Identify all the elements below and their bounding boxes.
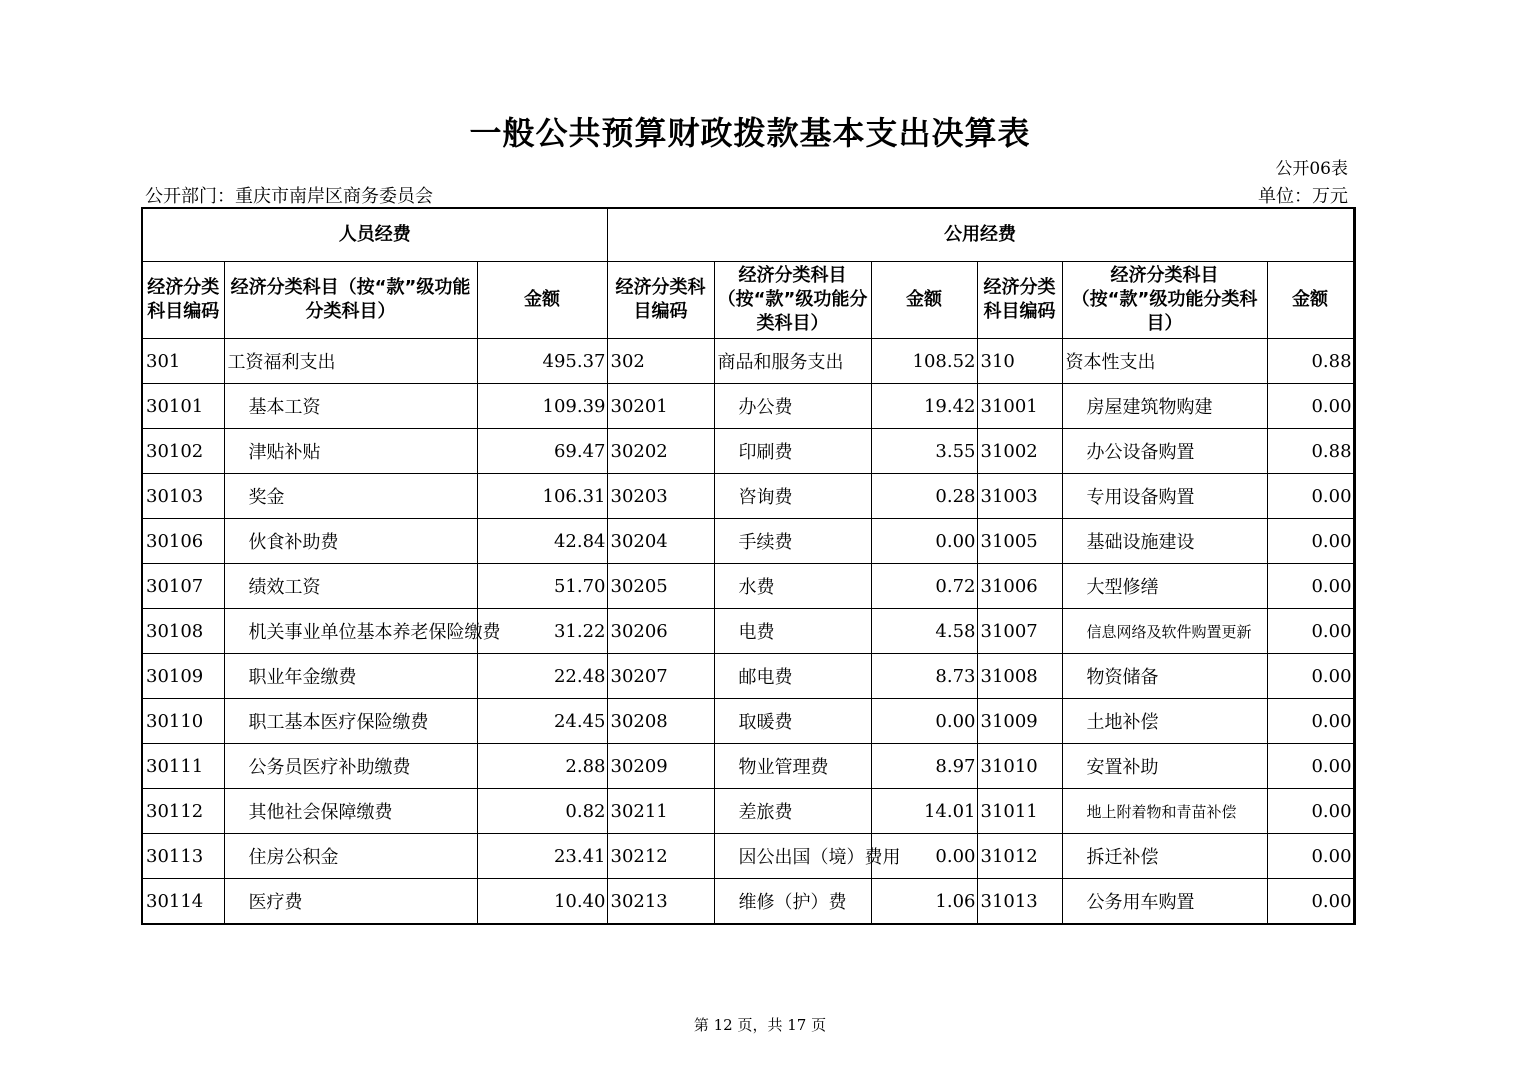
code-cell: 31008: [977, 654, 1062, 699]
name-cell: 基本工资: [224, 384, 477, 429]
code-cell: 30111: [142, 744, 224, 789]
name-cell: 办公设备购置: [1062, 429, 1267, 474]
name-cell: 医疗费: [224, 879, 477, 925]
amount-cell: 69.47: [477, 429, 607, 474]
code-cell: 31011: [977, 789, 1062, 834]
table-row: [142, 429, 1354, 474]
code-cell: 310: [977, 339, 1062, 384]
name-cell: 其他社会保障缴费: [224, 789, 477, 834]
name-cell: 差旅费: [714, 789, 871, 834]
header-code-goods: 经济分类科目编码: [607, 262, 714, 339]
code-cell: 30109: [142, 654, 224, 699]
code-cell: 302: [607, 339, 714, 384]
code-cell: 30211: [607, 789, 714, 834]
name-cell: 安置补助: [1062, 744, 1267, 789]
name-cell: 大型修缮: [1062, 564, 1267, 609]
code-cell: 31010: [977, 744, 1062, 789]
header-name-capital: 经济分类科目（按“款”级功能分类科目）: [1062, 262, 1267, 339]
amount-cell: 0.88: [1267, 339, 1354, 384]
section-personnel: 人员经费: [142, 208, 607, 262]
name-cell: 水费: [714, 564, 871, 609]
amount-cell: 106.31: [477, 474, 607, 519]
name-cell: 维修（护）费: [714, 879, 871, 925]
code-cell: 31001: [977, 384, 1062, 429]
name-cell: 住房公积金: [224, 834, 477, 879]
table-row: [142, 339, 1354, 384]
header-code-capital: 经济分类科目编码: [977, 262, 1062, 339]
name-cell: 咨询费: [714, 474, 871, 519]
code-cell: 31009: [977, 699, 1062, 744]
name-cell: 机关事业单位基本养老保险缴费: [224, 609, 477, 654]
table-row: [142, 474, 1354, 519]
table-row: [142, 879, 1354, 925]
name-cell: 职工基本医疗保险缴费: [224, 699, 477, 744]
code-cell: 30203: [607, 474, 714, 519]
amount-cell: 1.06: [871, 879, 977, 925]
code-cell: 31003: [977, 474, 1062, 519]
code-cell: 30201: [607, 384, 714, 429]
name-cell: 绩效工资: [224, 564, 477, 609]
name-cell: 手续费: [714, 519, 871, 564]
code-cell: 30209: [607, 744, 714, 789]
name-cell: 印刷费: [714, 429, 871, 474]
table-row: [142, 384, 1354, 429]
amount-cell: 42.84: [477, 519, 607, 564]
code-cell: 30212: [607, 834, 714, 879]
name-cell: 物资储备: [1062, 654, 1267, 699]
amount-cell: 0.00: [1267, 384, 1354, 429]
header-amount-capital: 金额: [1267, 262, 1354, 339]
amount-cell: 22.48: [477, 654, 607, 699]
name-cell: 职业年金缴费: [224, 654, 477, 699]
section-public: 公用经费: [607, 208, 1354, 262]
amount-cell: 0.00: [1267, 744, 1354, 789]
amount-cell: 0.00: [1267, 699, 1354, 744]
code-cell: 31007: [977, 609, 1062, 654]
amount-cell: 14.01: [871, 789, 977, 834]
name-cell: 奖金: [224, 474, 477, 519]
amount-cell: 0.72: [871, 564, 977, 609]
code-cell: 30208: [607, 699, 714, 744]
code-cell: 30103: [142, 474, 224, 519]
code-cell: 31002: [977, 429, 1062, 474]
code-cell: 30206: [607, 609, 714, 654]
code-cell: 30207: [607, 654, 714, 699]
amount-cell: 0.00: [871, 519, 977, 564]
amount-cell: 495.37: [477, 339, 607, 384]
code-cell: 30101: [142, 384, 224, 429]
table-row: [142, 744, 1354, 789]
amount-cell: 0.00: [1267, 519, 1354, 564]
code-cell: 31005: [977, 519, 1062, 564]
code-cell: 31013: [977, 879, 1062, 925]
name-cell: 办公费: [714, 384, 871, 429]
amount-cell: 0.82: [477, 789, 607, 834]
code-cell: 30114: [142, 879, 224, 925]
amount-cell: 0.28: [871, 474, 977, 519]
amount-cell: 19.42: [871, 384, 977, 429]
name-cell: 土地补偿: [1062, 699, 1267, 744]
amount-cell: 3.55: [871, 429, 977, 474]
name-cell: 专用设备购置: [1062, 474, 1267, 519]
amount-cell: 0.00: [1267, 654, 1354, 699]
amount-cell: 0.00: [1267, 474, 1354, 519]
name-cell: 邮电费: [714, 654, 871, 699]
code-cell: 30108: [142, 609, 224, 654]
header-code-personnel: 经济分类科目编码: [142, 262, 224, 339]
name-cell: 因公出国（境）费用: [714, 834, 871, 879]
name-cell: 电费: [714, 609, 871, 654]
page-footer: 第 12 页，共 17 页: [693, 1016, 827, 1034]
code-cell: 30202: [607, 429, 714, 474]
amount-cell: 8.73: [871, 654, 977, 699]
code-cell: 30112: [142, 789, 224, 834]
amount-cell: 31.22: [477, 609, 607, 654]
table-row: [142, 699, 1354, 744]
header-amount-personnel: 金额: [477, 262, 607, 339]
name-cell: 基础设施建设: [1062, 519, 1267, 564]
name-cell: 公务用车购置: [1062, 879, 1267, 925]
amount-cell: 4.58: [871, 609, 977, 654]
name-cell: 津贴补贴: [224, 429, 477, 474]
amount-cell: 0.00: [1267, 834, 1354, 879]
expenditure-table: [141, 207, 1356, 925]
code-cell: 301: [142, 339, 224, 384]
code-cell: 30205: [607, 564, 714, 609]
code-cell: 30213: [607, 879, 714, 925]
header-name-goods: 经济分类科目（按“款”级功能分类科目）: [714, 262, 871, 339]
amount-cell: 51.70: [477, 564, 607, 609]
name-cell: 物业管理费: [714, 744, 871, 789]
amount-cell: 109.39: [477, 384, 607, 429]
code-cell: 31012: [977, 834, 1062, 879]
table-row: [142, 834, 1354, 879]
name-cell: 房屋建筑物购建: [1062, 384, 1267, 429]
department-label: 公开部门：重庆市南岸区商务委员会: [145, 186, 433, 207]
name-cell: 地上附着物和青苗补偿: [1062, 789, 1267, 834]
name-cell: 拆迁补偿: [1062, 834, 1267, 879]
amount-cell: 8.97: [871, 744, 977, 789]
name-cell: 信息网络及软件购置更新: [1062, 609, 1267, 654]
table-row: [142, 564, 1354, 609]
name-cell: 伙食补助费: [224, 519, 477, 564]
amount-cell: 0.00: [871, 834, 977, 879]
amount-cell: 0.00: [1267, 609, 1354, 654]
code-cell: 30204: [607, 519, 714, 564]
table-code: 公开06表: [1275, 159, 1348, 179]
page-title: 一般公共预算财政拨款基本支出决算表: [469, 114, 1031, 152]
amount-cell: 0.00: [1267, 564, 1354, 609]
amount-cell: 0.00: [1267, 789, 1354, 834]
name-cell: 公务员医疗补助缴费: [224, 744, 477, 789]
code-cell: 31006: [977, 564, 1062, 609]
unit-label: 单位：万元: [1258, 186, 1348, 207]
amount-cell: 10.40: [477, 879, 607, 925]
name-cell: 取暖费: [714, 699, 871, 744]
amount-cell: 108.52: [871, 339, 977, 384]
name-cell: 工资福利支出: [224, 339, 477, 384]
code-cell: 30102: [142, 429, 224, 474]
name-cell: 商品和服务支出: [714, 339, 871, 384]
header-name-personnel: 经济分类科目（按“款”级功能分类科目）: [224, 262, 477, 339]
amount-cell: 2.88: [477, 744, 607, 789]
code-cell: 30110: [142, 699, 224, 744]
table-row: [142, 654, 1354, 699]
table-row: [142, 609, 1354, 654]
code-cell: 30106: [142, 519, 224, 564]
amount-cell: 0.00: [1267, 879, 1354, 925]
amount-cell: 24.45: [477, 699, 607, 744]
table-row: [142, 519, 1354, 564]
amount-cell: 0.88: [1267, 429, 1354, 474]
header-amount-goods: 金额: [871, 262, 977, 339]
code-cell: 30113: [142, 834, 224, 879]
name-cell: 资本性支出: [1062, 339, 1267, 384]
code-cell: 30107: [142, 564, 224, 609]
amount-cell: 23.41: [477, 834, 607, 879]
amount-cell: 0.00: [871, 699, 977, 744]
table-row: [142, 789, 1354, 834]
